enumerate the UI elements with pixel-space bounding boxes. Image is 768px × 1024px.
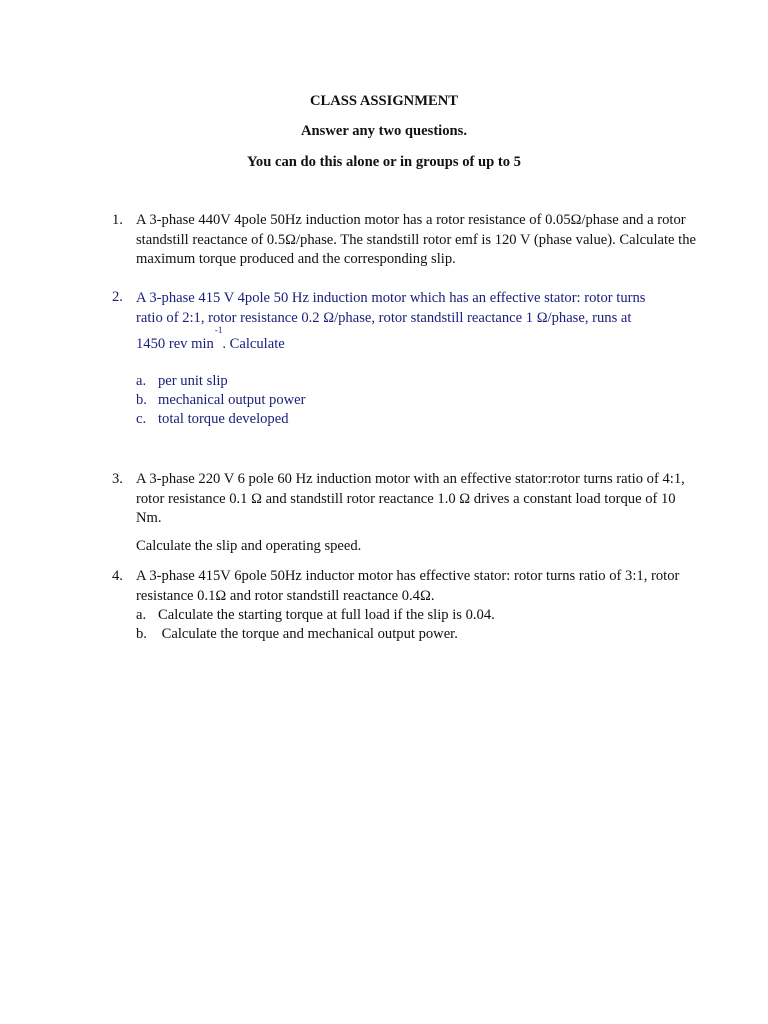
question-4-part-a: [136, 606, 495, 626]
part-letter: a.: [136, 607, 147, 623]
part-letter: c.: [136, 411, 147, 427]
question-2-superscript: -1: [214, 325, 223, 335]
assignment-title: CLASS ASSIGNMENT: [309, 93, 458, 109]
part-letter: a.: [136, 373, 147, 389]
question-3-number: 3.: [112, 471, 123, 487]
question-2-text: [136, 288, 696, 355]
assignment-instruction: Answer any two questions.: [301, 123, 467, 139]
question-4-part-b: [136, 625, 458, 645]
question-3-text: A 3-phase 220 V 6 pole 60 Hz induction motor with an effective stator:rotor turns ratio of 4:1, rotor resistance 0.1 Ω and standstill rotor reactance 1.0 Ω drives a constant load torque of 10 Nm.: [136, 471, 685, 526]
question-2-part-c: [136, 410, 289, 430]
part-letter: b.: [136, 392, 147, 408]
question-4-number: 4.: [112, 568, 123, 584]
question-1-text: A 3-phase 440V 4pole 50Hz induction motor has a rotor resistance of 0.05Ω/phase and a rotor standstill reactance of 0.5Ω/phase. The standstill rotor emf is 120 V (phase value). Calculate the maximum torque produced and the corresponding slip.: [136, 212, 696, 267]
question-2-part-a: [136, 372, 228, 392]
part-letter: b.: [136, 626, 147, 642]
part-text: total torque developed: [158, 411, 289, 427]
assignment-group-note: You can do this alone or in groups of up to 5: [247, 154, 521, 170]
question-2-line-2: ratio of 2:1, rotor resistance 0.2 Ω/phase, rotor standstill reactance 1 Ω/phase, runs at: [136, 310, 632, 326]
part-text: mechanical output power: [158, 392, 306, 408]
question-2-part-b: [136, 391, 306, 411]
part-text: Calculate the starting torque at full load if the slip is 0.04.: [158, 607, 495, 623]
question-3-followup: Calculate the slip and operating speed.: [136, 538, 362, 554]
question-2-speed-text: 1450 rev min: [136, 336, 214, 352]
question-2-line-1: A 3-phase 415 V 4pole 50 Hz induction motor which has an effective stator: rotor turns: [136, 290, 646, 306]
question-1-number: 1.: [112, 212, 123, 228]
question-2-line-3: [136, 325, 696, 355]
question-2-number: 2.: [112, 289, 123, 305]
part-text: per unit slip: [158, 373, 228, 389]
question-2-calculate-text: . Calculate: [222, 336, 285, 352]
question-4-text: A 3-phase 415V 6pole 50Hz inductor motor has effective stator: rotor turns ratio of 3:1, rotor resistance 0.1Ω and rotor standstill reactance 0.4Ω.: [136, 568, 680, 604]
part-text: Calculate the torque and mechanical output power.: [158, 626, 458, 642]
